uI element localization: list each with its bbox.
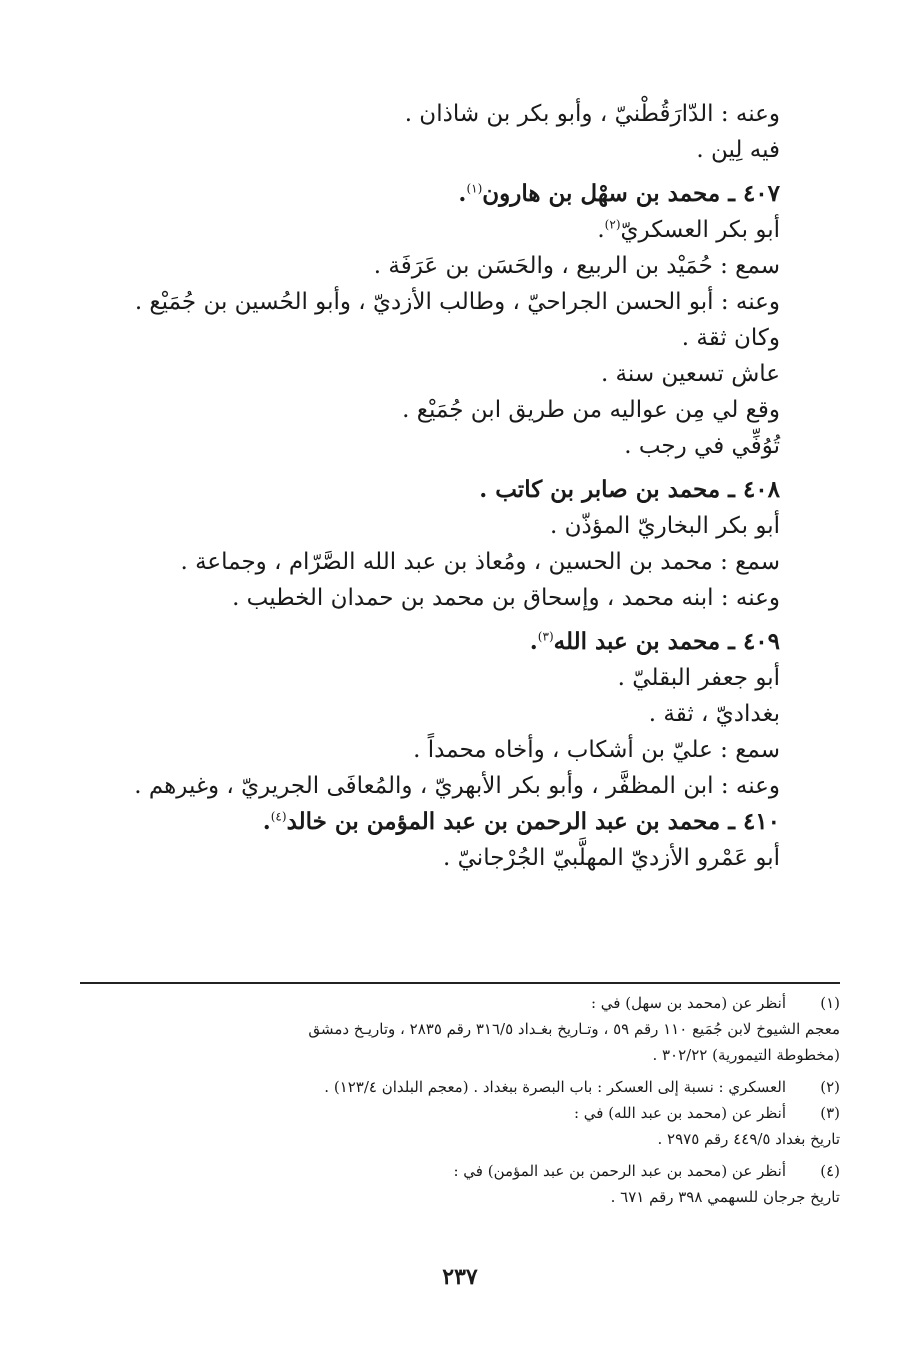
entry-period: . [529, 628, 538, 655]
kunya: أبو بكر العسكريّ [620, 217, 780, 243]
footnote-text: أنظر عن (محمد بن عبد الرحمن بن عبد المؤمن) في : [453, 1162, 786, 1180]
entry-period: . [262, 808, 271, 835]
text-line: وقع لي مِن عواليه من طريق ابن جُمَيْع . [402, 397, 780, 423]
footnote-4 [80, 1158, 840, 1184]
text-line: وعنه : ابن المظفَّر ، وأبو بكر الأبهريّ ، والمُعافَى الجريريّ ، وغيرهم . [134, 773, 780, 799]
entry-heading-409 [80, 624, 780, 660]
entry-period: . [458, 180, 467, 207]
footnote-3-continuation: تاريخ بغداد ٤٤٩/٥ رقم ٢٩٧٥ . [657, 1130, 840, 1148]
footnote-marker: (١) [466, 181, 483, 196]
footnote-text: أنظر عن (محمد بن عبد الله) في : [573, 1104, 786, 1122]
text-line: أبو بكر البخاريّ المؤذّن . [549, 513, 780, 539]
text-line: سمع : محمد بن الحسين ، ومُعاذ بن عبد الله الصَّرّام ، وجماعة . [180, 549, 780, 575]
text-line: تُوُفِّي في رجب . [624, 433, 780, 459]
footnote-3 [80, 1100, 840, 1126]
entry-heading-408: ٤٠٨ ـ محمد بن صابر بن كاتب . [479, 476, 780, 503]
footnote-2 [80, 1074, 840, 1100]
text-line: وعنه : ابنه محمد ، وإسحاق بن محمد بن حمدان الخطيب . [232, 585, 780, 611]
text-line: أبو جعفر البقليّ . [617, 665, 780, 691]
footnote-number: (٤) [820, 1162, 840, 1180]
text-line: فيه لِين . [696, 137, 780, 163]
text-line: وعنه : أبو الحسن الجراحيّ ، وطالب الأزديّ ، وأبو الحُسين بن جُمَيْع . [134, 289, 780, 315]
text-line: بغداديّ ، ثقة . [648, 701, 780, 727]
entry-title: ٤٠٩ ـ محمد بن عبد الله [553, 628, 780, 655]
footnote-marker: (٤) [270, 809, 287, 824]
footnote-number: (٣) [820, 1104, 840, 1122]
page-number: ٢٣٧ [442, 1264, 478, 1290]
footnote-text: أنظر عن (محمد بن سهل) في : [590, 994, 786, 1012]
footnote-divider [80, 982, 840, 984]
footnote-number: (١) [820, 994, 840, 1012]
footnote-number: (٢) [820, 1078, 840, 1096]
entry-heading-410 [80, 804, 780, 840]
text-line: عاش تسعين سنة . [600, 361, 780, 387]
text-line: أبو عَمْرو الأزديّ المهلَّبيّ الجُرْجانيّ . [443, 845, 780, 871]
footnote-1-continuation: (مخطوطة التيمورية) ٣٠٢/٢٢ . [652, 1046, 840, 1064]
footnote-1 [80, 990, 840, 1016]
entry-title: ٤٠٧ ـ محمد بن سهْل بن هارون [482, 180, 780, 207]
main-text [80, 96, 780, 876]
footnote-1-continuation: معجم الشيوخ لابن جُمَيع ١١٠ رقم ٥٩ ، وتـاريخ بغـداد ٣١٦/٥ رقم ٢٨٣٥ ، وتاريـخ دمشق [308, 1020, 840, 1038]
text-line: وكان ثقة . [681, 325, 780, 351]
text-line: سمع : حُمَيْد بن الربيع ، والحَسَن بن عَرَفَة . [373, 253, 780, 279]
footnote-marker: (٣) [537, 629, 554, 644]
entry-heading-407 [80, 176, 780, 212]
footnote-marker: (٢) [604, 217, 621, 232]
text-line: سمع : عليّ بن أشكاب ، وأخاه محمداً . [413, 737, 780, 763]
entry-title: ٤١٠ ـ محمد بن عبد الرحمن بن عبد المؤمن بن خالد [286, 808, 780, 835]
footnote-text: العسكري : نسبة إلى العسكر : باب البصرة ببغداد . (معجم البلدان ١٢٣/٤) . [324, 1078, 786, 1096]
line-period: . [597, 217, 605, 243]
footnotes [80, 990, 840, 1210]
text-line: وعنه : الدّارَقُطْنيّ ، وأبو بكر بن شاذان . [404, 101, 780, 127]
text-line [80, 212, 780, 248]
footnote-4-continuation: تاريخ جرجان للسهمي ٣٩٨ رقم ٦٧١ . [610, 1188, 840, 1206]
